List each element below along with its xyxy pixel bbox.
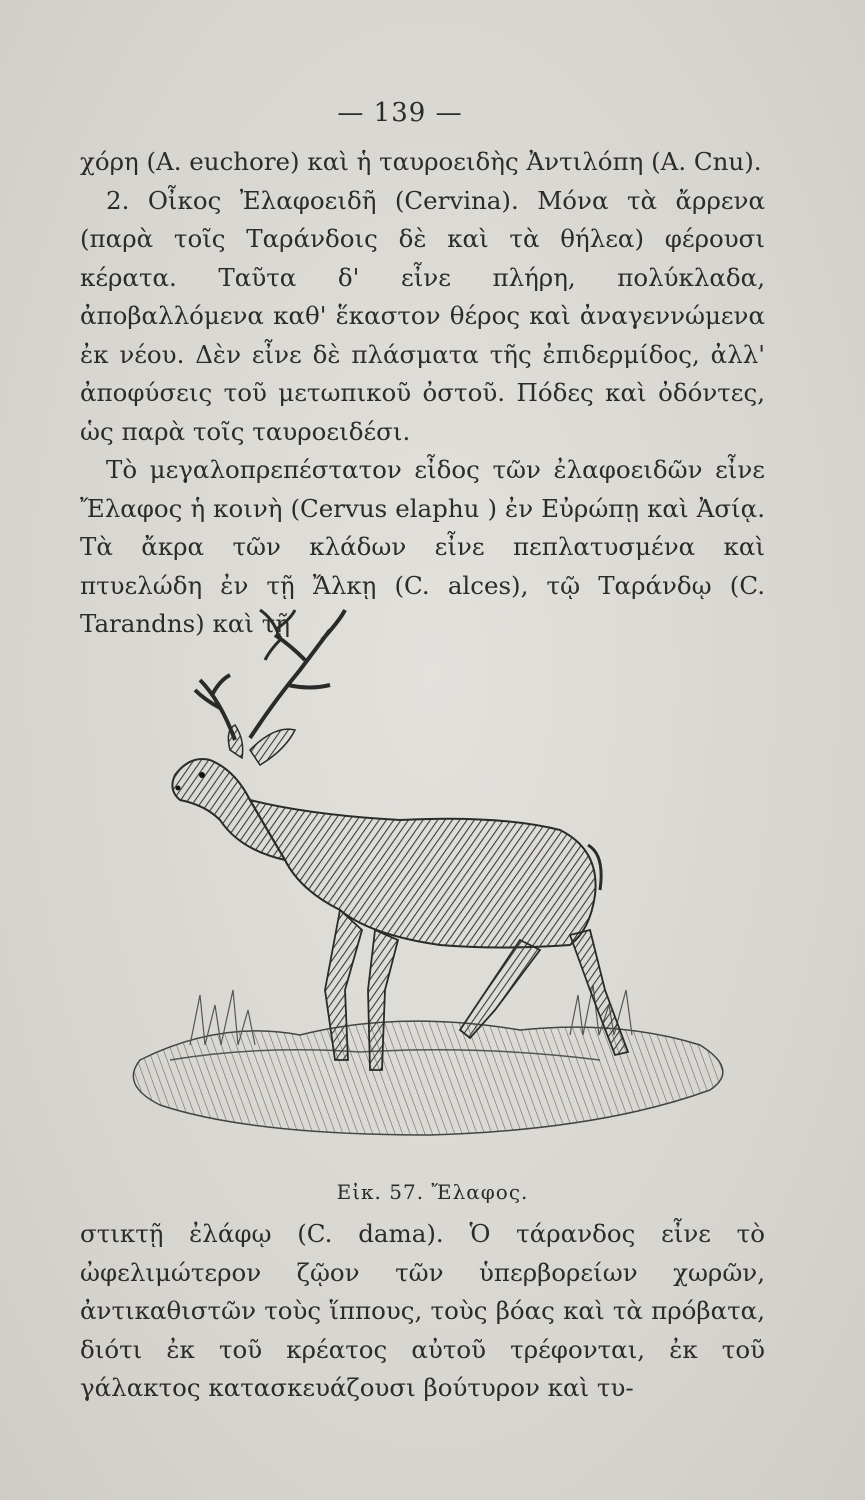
paragraph: χόρη (A. euchore) καὶ ἡ ταυροειδὴς Ἀντιλόπη (A. Cnu). <box>80 147 762 176</box>
deer-illustration <box>100 590 760 1170</box>
figure-caption: Εἰκ. 57. Ἔλαφος. <box>336 1180 529 1204</box>
page-number: — 139 — <box>337 98 463 128</box>
text-block-top <box>80 143 765 644</box>
text-block-bottom <box>80 1215 765 1408</box>
paragraph: Τὸ μεγαλοπρεπέστατον εἶδος τῶν ἐλαφοειδῶν εἶνε Ἔλαφος ἡ κοινὴ (Cervus elaphu ) ἐν Εὐρώπῃ καὶ Ἀσίᾳ. Τὰ ἄκρα τῶν κλάδων εἶνε πεπλατυσμένα καὶ πτυελώδη ἐν τῇ Ἄλκῃ (C. alces), τῷ Ταράνδῳ (C. Tarandns) καὶ τῇ <box>80 455 765 638</box>
paragraph: στικτῇ ἐλάφῳ (C. dama). Ὁ τάρανδος εἶνε τὸ ὠφελιμώτερον ζῷον τῶν ὑπερβορείων χωρῶν, ἀντικαθιστῶν τοὺς ἵππους, τοὺς βόας καὶ τὰ πρόβατα, διότι ἐκ τοῦ κρέατος αὐτοῦ τρέφονται, ἐκ τοῦ γάλακτος κατασκευάζουσι βούτυρον καὶ τυ- <box>80 1219 765 1402</box>
deer-engraving-icon <box>100 590 760 1170</box>
paragraph: 2. Οἶκος Ἐλαφοειδῆ (Cervina). Μόνα τὰ ἄρρενα (παρὰ τοῖς Ταράνδοις δὲ καὶ τὰ θήλεα) φέρουσι κέρατα. Ταῦτα δ' εἶνε πλήρη, πολύκλαδα, ἀποβαλλόμενα καθ' ἕκαστον θέρος καὶ ἀναγεννώμενα ἐκ νέου. Δὲν εἶνε δὲ πλάσματα τῆς ἐπιδερμίδος, ἀλλ' ἀποφύσεις τοῦ μετωπικοῦ ὀστοῦ. Πόδες καὶ ὀδόντες, ὡς παρὰ τοῖς ταυροειδέσι. <box>80 185 765 446</box>
